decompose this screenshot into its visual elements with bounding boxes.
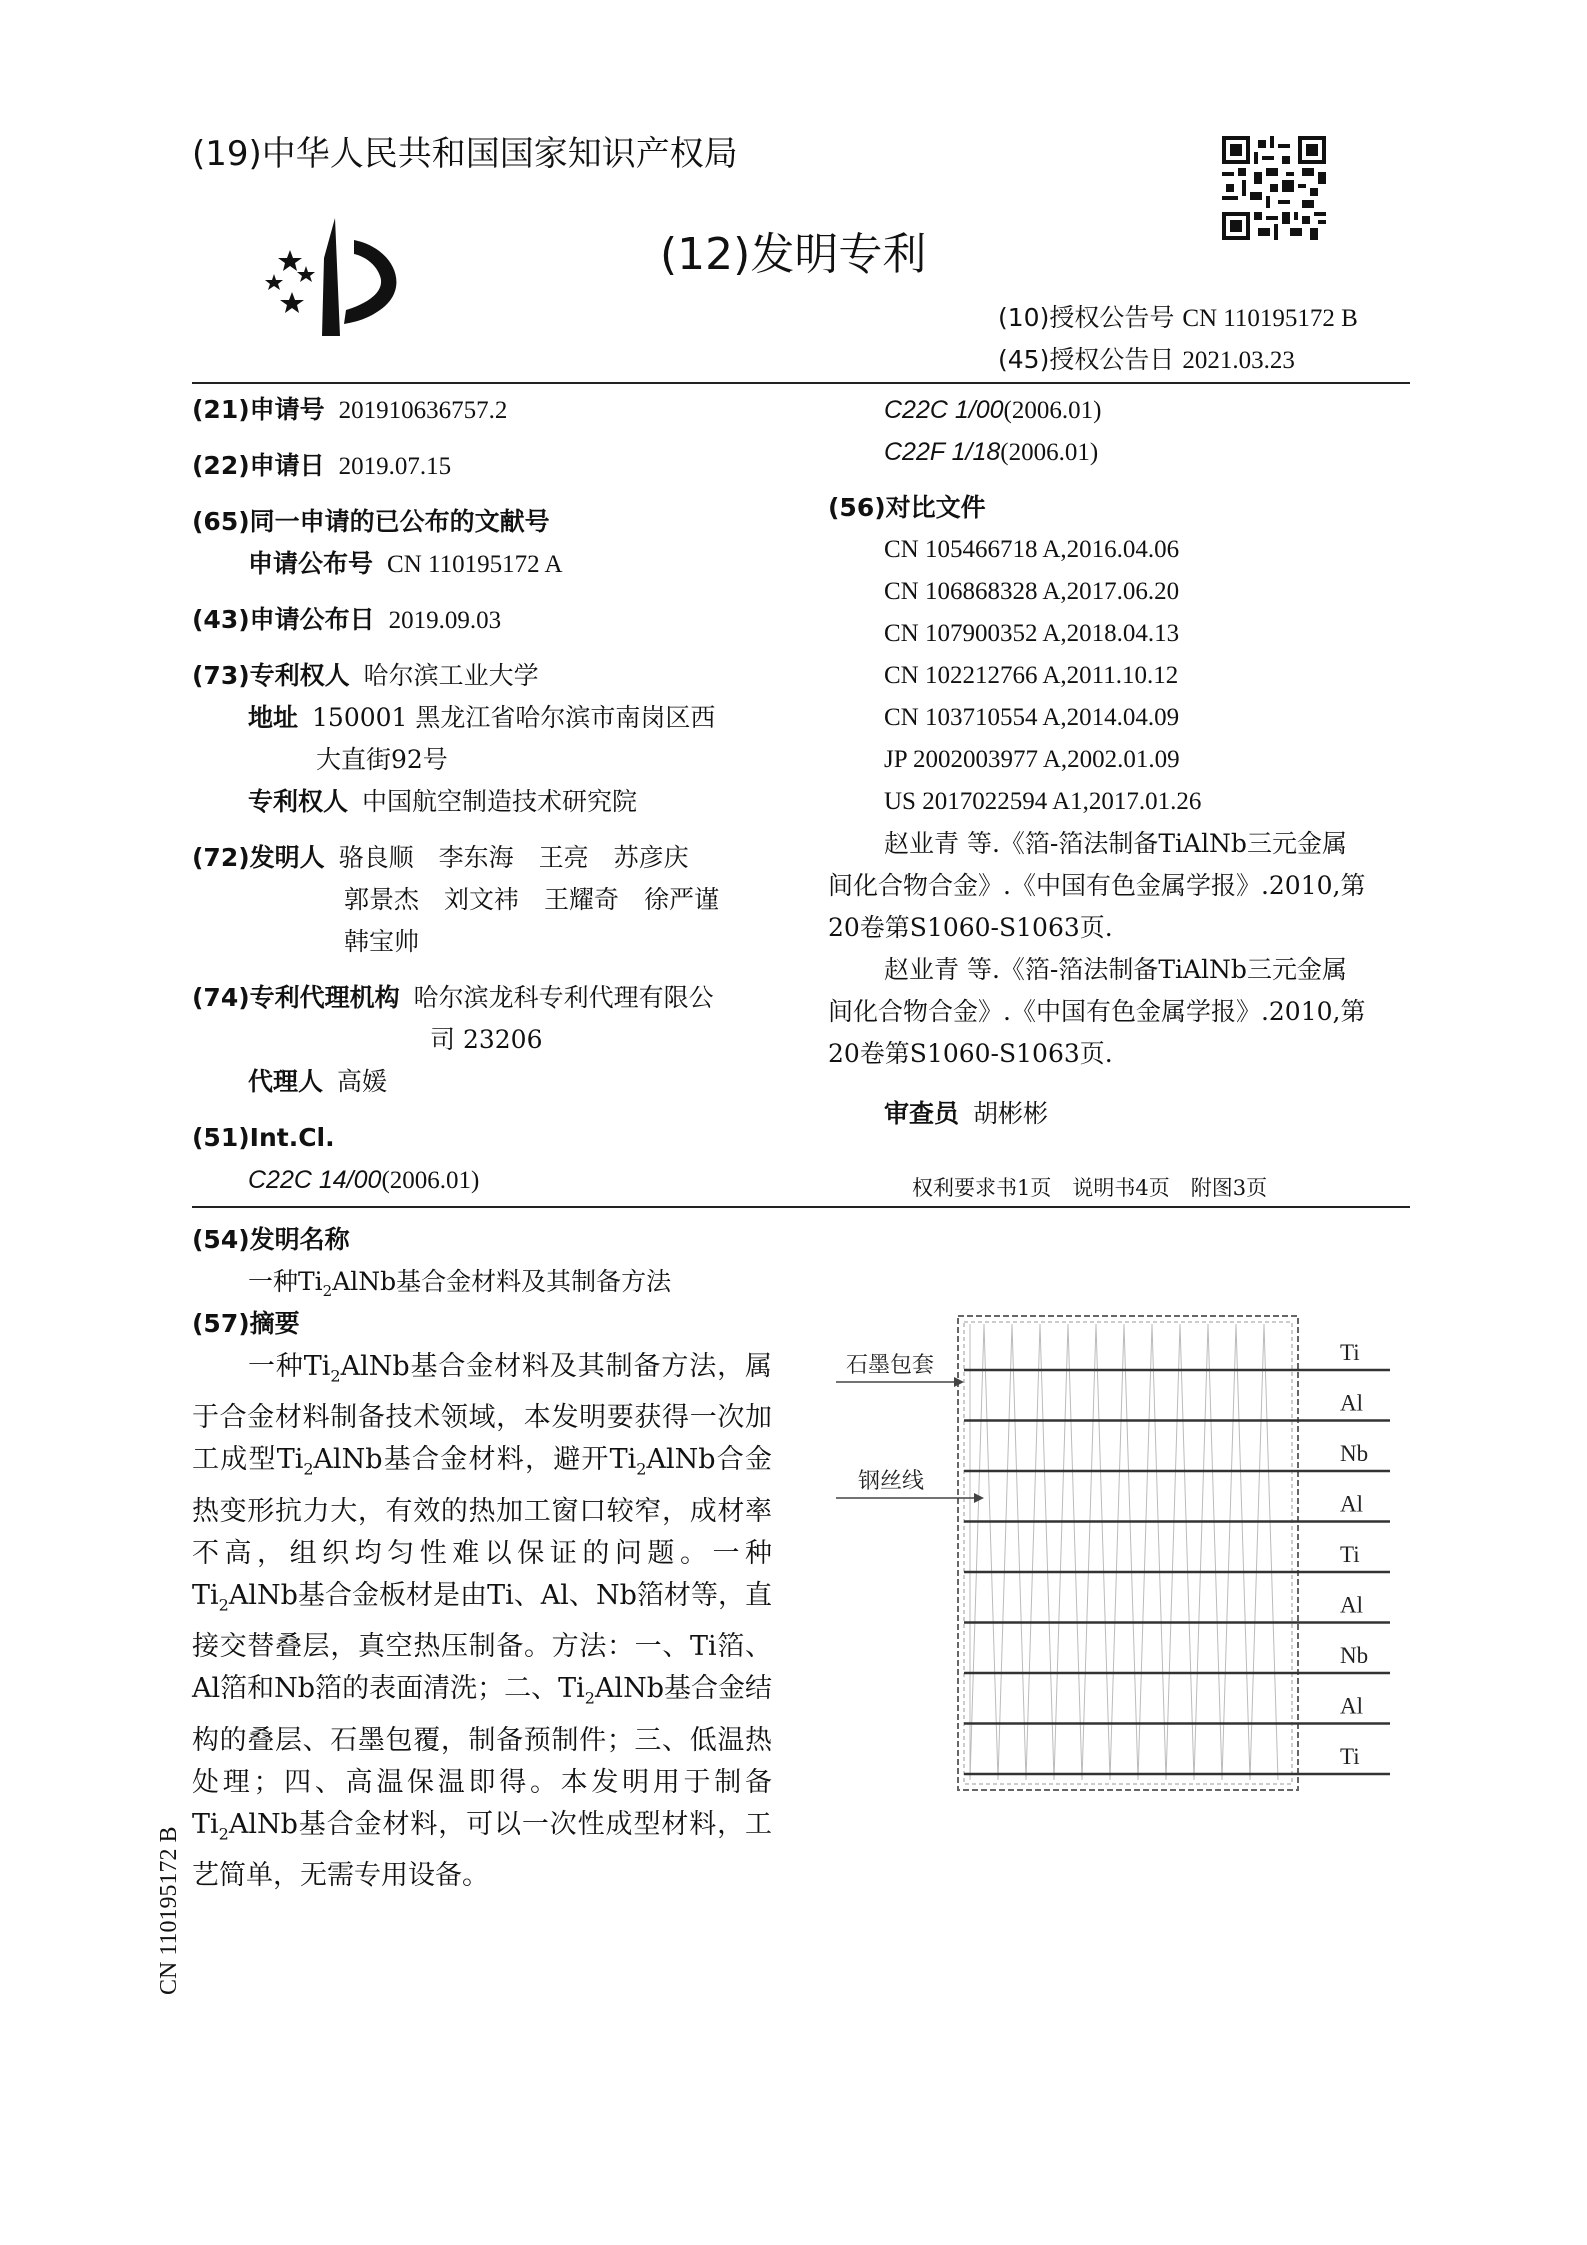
foil-layer-label: Nb bbox=[1340, 1441, 1369, 1466]
steel-wire-label: 钢丝线 bbox=[858, 1469, 925, 1494]
abstract-text: 一种$Ti_2AlNb$基合金材料及其制备方法，属于合金材料制备技术领域，本发明要获得一次加工成型$Ti_2AlNb$基合金材料，避开$Ti_2AlNb$合金热变形抗力大，有效的热加工窗口较窄，成材率不高，组织均匀性难以保证的问题。一种$Ti_2AlNb$基合金板材是由Ti、Al、Nb箔材等，直接交替叠层，真空热压制备。方法：一、Ti箔、Al箔和Nb箔的表面清洗；二、$Ti_2AlNb$基合金结构的叠层、石墨包覆，制备预制件；三、低温热处理；四、高温保温即得。本发明用于制备$Ti_2AlNb$基合金材料，可以一次性成型材料，工艺简单，无需专用设备。 bbox=[192, 1351, 772, 1891]
invention-title: 一种$Ti_2AlNb$基合金材料及其制备方法 bbox=[248, 1267, 672, 1300]
graphite-jacket-outline bbox=[958, 1316, 1298, 1790]
biblio-rule bbox=[192, 1206, 1410, 1208]
patentee-2: 专利权人 中国航空制造技术研究院 bbox=[248, 787, 638, 816]
cited-document: CN 102212766 A,2011.10.12 bbox=[884, 662, 1179, 689]
examiner: 审查员 胡彬彬 bbox=[884, 1099, 1049, 1128]
foil-layer-label: Ti bbox=[1340, 1744, 1360, 1769]
cited-document: US 2017022594 A1,2017.01.26 bbox=[884, 788, 1202, 815]
layer-stack-diagram bbox=[830, 1310, 1410, 1800]
foil-layer-label: Al bbox=[1340, 1390, 1363, 1416]
steel-wire-zigzag bbox=[970, 1324, 1278, 1780]
ipc-class-2: C22C 1/00(2006.01) bbox=[884, 396, 1102, 424]
foil-layer-label: Al bbox=[1340, 1592, 1363, 1618]
foil-layer-label: Ti bbox=[1340, 1542, 1360, 1567]
address-line2: 大直街92号 bbox=[316, 745, 448, 774]
application-number: (21)申请号 201910636757.2 bbox=[192, 395, 508, 424]
non-patent-literature-2-line3: 20卷第S1060-S1063页. bbox=[828, 1039, 1113, 1068]
qr-code bbox=[1222, 136, 1326, 240]
graphite-jacket-label: 石墨包套 bbox=[846, 1353, 935, 1378]
title-label: (54)发明名称 bbox=[192, 1225, 350, 1254]
inventors-line3: 韩宝帅 bbox=[344, 927, 420, 956]
document-type: (12)发明专利 bbox=[660, 229, 927, 280]
non-patent-literature-1-line3: 20卷第S1060-S1063页. bbox=[828, 913, 1113, 942]
side-publication-number: CN 110195172 B bbox=[156, 1826, 182, 1995]
patent-agency-line2: 司 23206 bbox=[430, 1025, 543, 1054]
office-name: (19)中华人民共和国国家知识产权局 bbox=[192, 134, 738, 174]
publication-number: (10)授权公告号 CN 110195172 B bbox=[998, 303, 1358, 332]
foil-layer-label: Ti bbox=[1340, 1340, 1360, 1365]
ipc-label: (51)Int.Cl. bbox=[192, 1123, 335, 1152]
abstract-label: (57)摘要 bbox=[192, 1309, 300, 1338]
prior-publication-label: (65)同一申请的已公布的文献号 bbox=[192, 507, 550, 536]
non-patent-literature-2: 赵业青 等.《箔-箔法制备TiAlNb三元金属 bbox=[884, 955, 1347, 984]
prior-publication-number: 申请公布号 CN 110195172 A bbox=[248, 549, 563, 578]
publication-date: (45)授权公告日 2021.03.23 bbox=[998, 345, 1295, 374]
inventors: (72)发明人 骆良顺 李东海 王亮 苏彦庆 bbox=[192, 843, 689, 872]
non-patent-literature-1: 赵业青 等.《箔-箔法制备TiAlNb三元金属 bbox=[884, 829, 1347, 858]
patentee: (73)专利权人 哈尔滨工业大学 bbox=[192, 661, 539, 690]
ipc-class-1: C22C 14/00(2006.01) bbox=[248, 1166, 480, 1194]
header-rule bbox=[192, 382, 1410, 384]
cited-document: CN 106868328 A,2017.06.20 bbox=[884, 578, 1180, 605]
cited-document: JP 2002003977 A,2002.01.09 bbox=[884, 746, 1180, 773]
foil-layer-label: Nb bbox=[1340, 1643, 1369, 1668]
ipc-class-3: C22F 1/18(2006.01) bbox=[884, 438, 1099, 466]
cited-document: CN 107900352 A,2018.04.13 bbox=[884, 620, 1180, 647]
cited-document: CN 105466718 A,2016.04.06 bbox=[884, 536, 1180, 563]
cnipa-logo bbox=[262, 218, 412, 336]
page-counts: 权利要求书1页 说明书4页 附图3页 bbox=[912, 1176, 1268, 1200]
foil-layer-label: Al bbox=[1340, 1491, 1363, 1517]
prior-publication-date: (43)申请公布日 2019.09.03 bbox=[192, 605, 502, 634]
non-patent-literature-2-line2: 间化合物合金》.《中国有色金属学报》.2010,第 bbox=[828, 997, 1366, 1026]
address: 地址 150001 黑龙江省哈尔滨市南岗区西 bbox=[248, 703, 716, 732]
cited-documents-label: (56)对比文件 bbox=[828, 493, 986, 522]
inventors-line2: 郭景杰 刘文祎 王耀奇 徐严谨 bbox=[344, 885, 720, 914]
application-date: (22)申请日 2019.07.15 bbox=[192, 451, 452, 480]
cited-document: CN 103710554 A,2014.04.09 bbox=[884, 704, 1180, 731]
non-patent-literature-1-line2: 间化合物合金》.《中国有色金属学报》.2010,第 bbox=[828, 871, 1366, 900]
foil-layer-label: Al bbox=[1340, 1693, 1363, 1719]
layer-stack-figure bbox=[830, 1310, 1410, 1800]
patent-agency: (74)专利代理机构 哈尔滨龙科专利代理有限公 bbox=[192, 983, 714, 1012]
agent: 代理人 高媛 bbox=[248, 1067, 388, 1096]
